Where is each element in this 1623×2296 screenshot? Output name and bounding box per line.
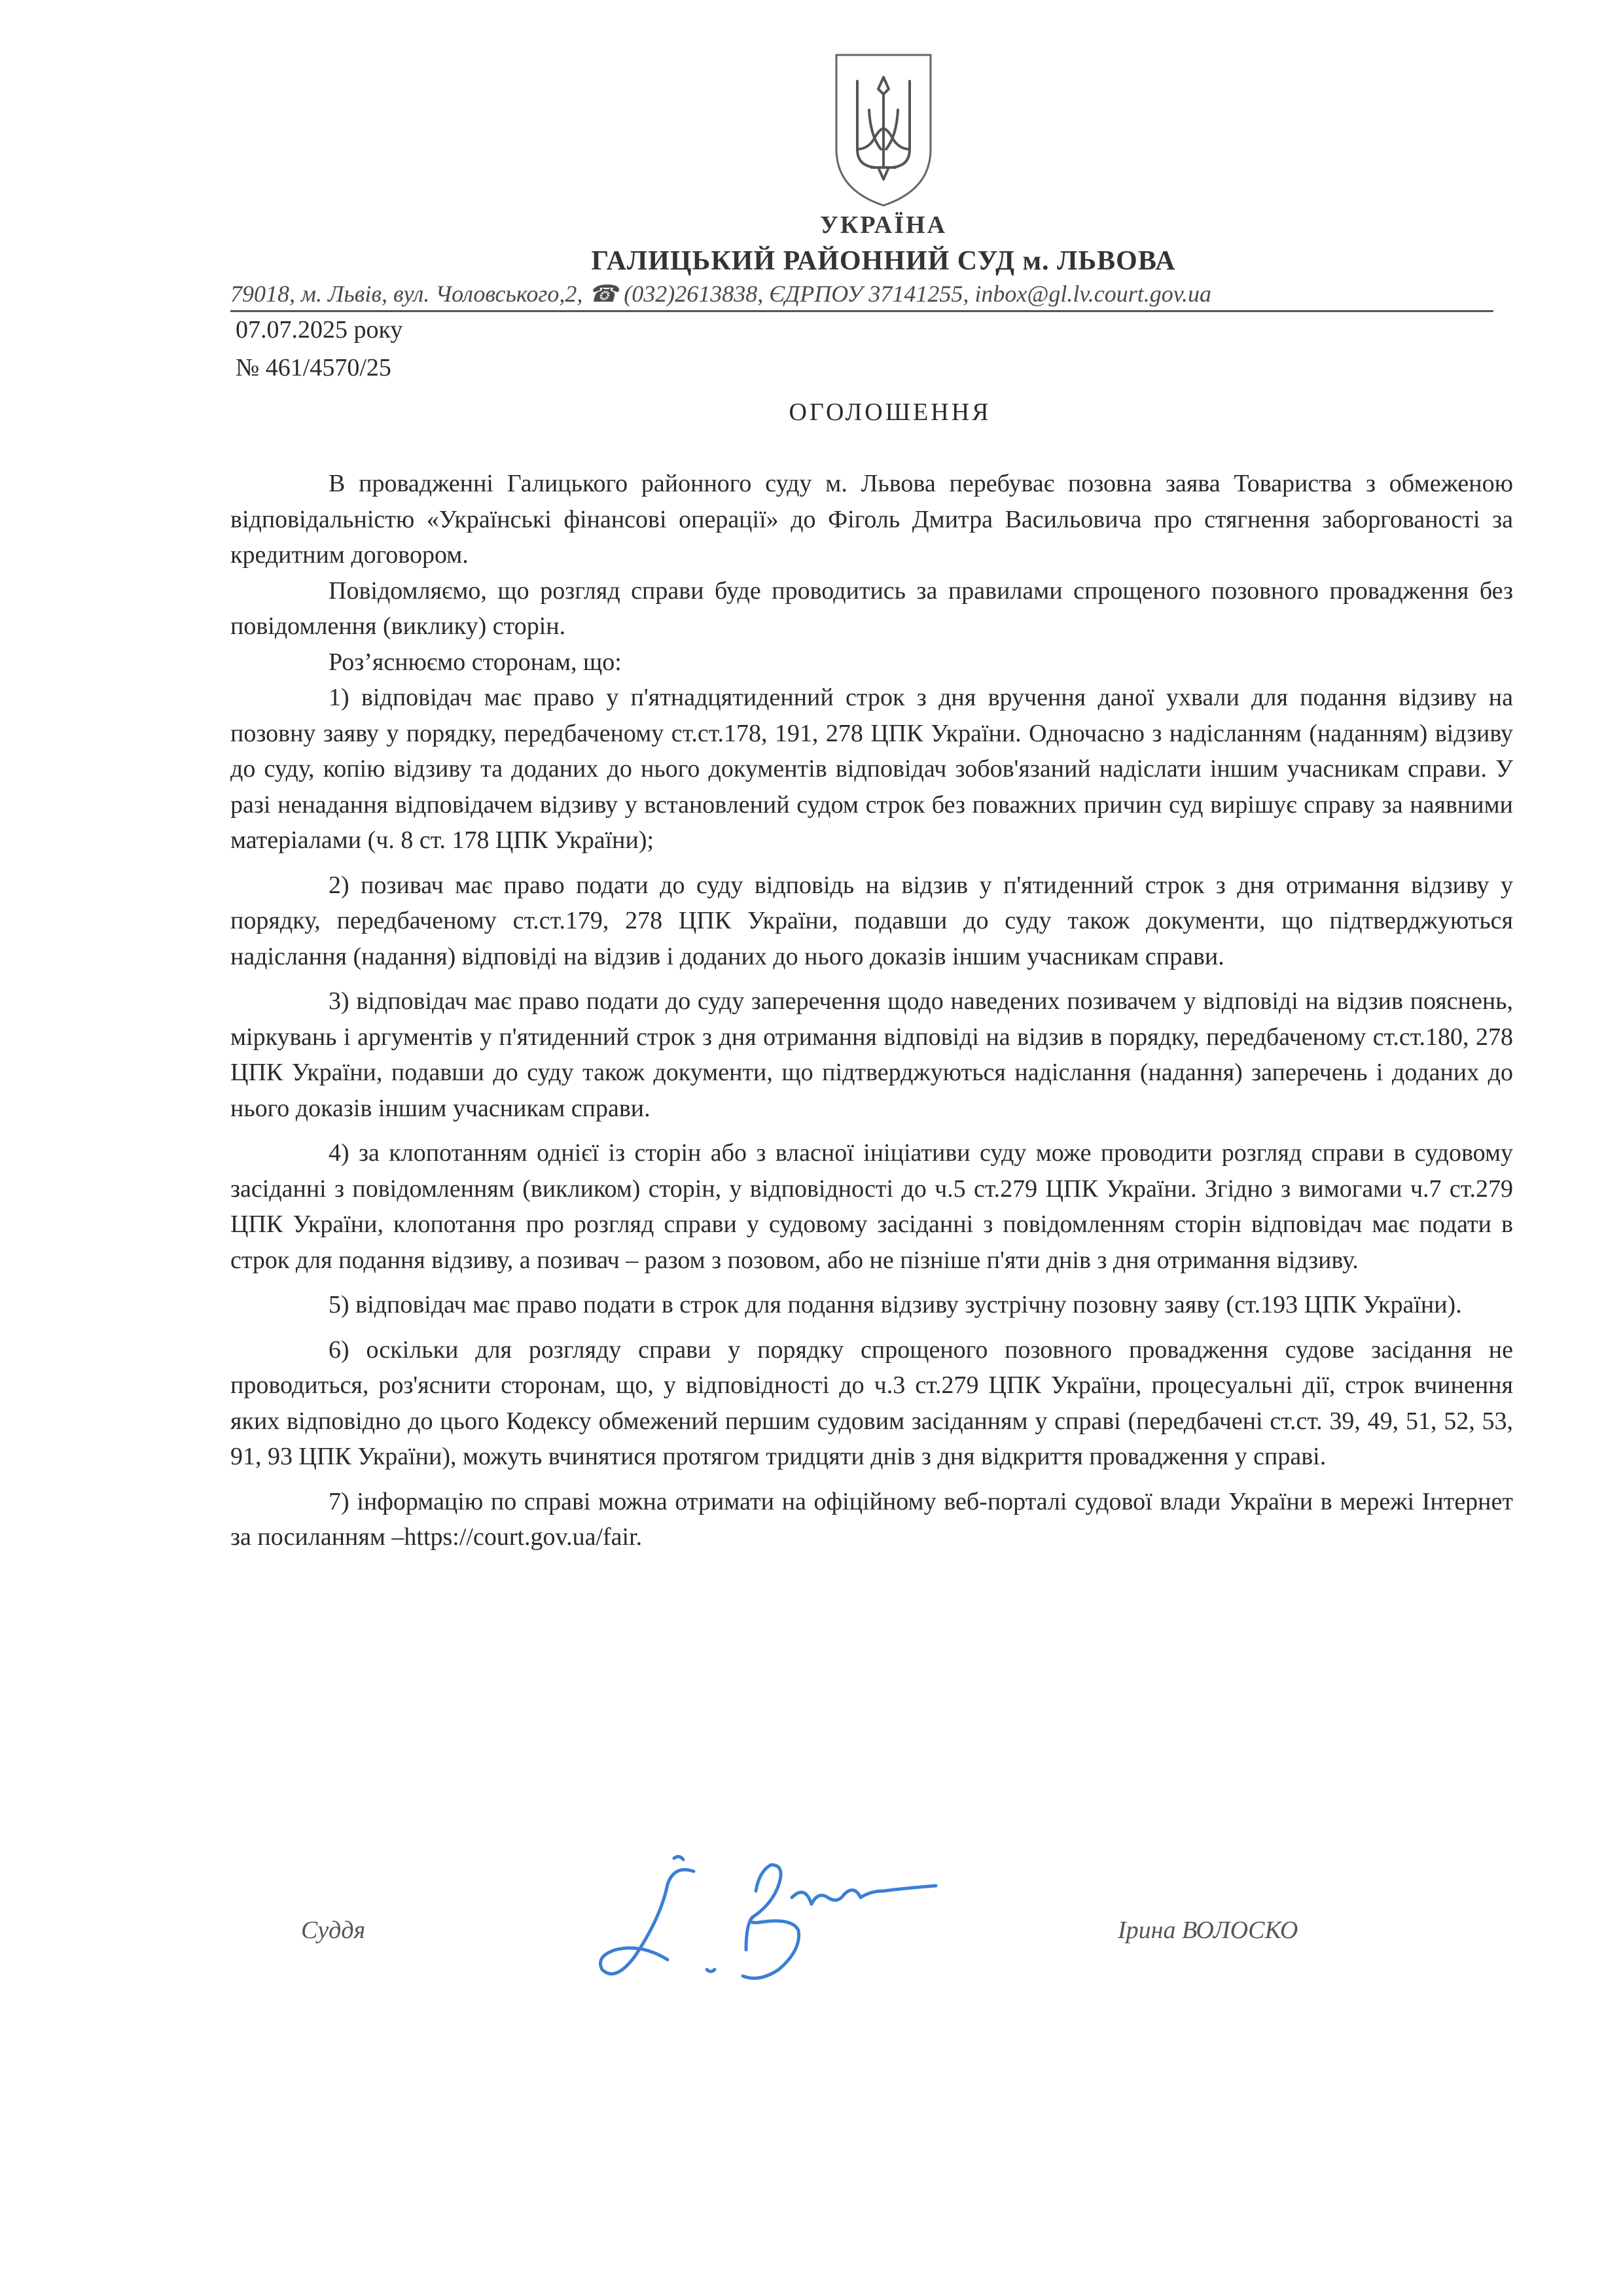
handwritten-signature [596, 1845, 949, 1996]
paragraph-explanation-lead: Роз’яснюємо сторонам, що: [329, 648, 622, 676]
paragraph-procedure: Повідомляємо, що розгляд справи буде проводитись за правилами спрощеного позовного провадження без повідомлення (виклику) сторін. [230, 576, 1513, 640]
coat-of-arms-icon [831, 51, 936, 208]
document-date: 07.07.2025 року [236, 316, 403, 344]
header-country: УКРАЇНА [819, 211, 948, 239]
case-number: № 461/4570/25 [236, 354, 391, 381]
header-address: 79018, м. Львів, вул. Чоловського,2, ☎ (032)2613838, ЄДРПОУ 37141255, inbox@gl.lv.court.gov.ua [230, 280, 1493, 312]
list-item: 2) позивач має право подати до суду відповідь на відзив у п'ятиденний строк з дня отримання відзиву у порядку, передбаченому ст.ст.179, 278 ЦПК України, подавши до суду також документи, що підтверджуються надіслання (надання) відповіді на відзив і доданих до нього доказів іншим учасникам справи. [230, 871, 1513, 970]
judge-name: Ірина ВОЛОСКО [1118, 1916, 1298, 1944]
list-item: 7) інформацію по справі можна отримати на офіційному веб-порталі судової влади України в мережі Інтернет за посиланням –https://court.gov.ua/fair. [230, 1487, 1513, 1551]
signature-role: Суддя [301, 1916, 366, 1944]
document-title: ОГОЛОШЕННЯ [789, 398, 991, 426]
header-court-name: ГАЛИЦЬКИЙ РАЙОННИЙ СУД м. ЛЬВОВА [591, 246, 1176, 276]
document-body [230, 466, 1513, 1555]
list-item: 1) відповідач має право у п'ятнадцятиденний строк з дня вручення даної ухвали для подання відзиву на позовну заяву у порядку, передбаченому ст.ст.178, 191, 278 ЦПК України. Одночасно з надісланням (наданням) відзиву до суду, копію відзиву та доданих до нього документів відповідач зобов'язаний надіслати іншим учасникам справи. У разі ненадання відповідачем відзиву у встановлений судом строк без поважних причин суд вирішує справу за наявними матеріалами (ч. 8 ст. 178 ЦПК України); [230, 684, 1513, 854]
list-item: 3) відповідач має право подати до суду заперечення щодо наведених позивачем у відповіді на відзив пояснень, міркувань і аргументів у п'ятиденний строк з дня отримання відповіді на відзив в порядку, передбаченому ст.ст.180, 278 ЦПК України, подавши до суду також документи, що підтверджуються надіслання (надання) заперечень і доданих до нього доказів іншим учасникам справи. [230, 987, 1513, 1122]
list-item: 6) оскільки для розгляду справи у порядку спрощеного позовного провадження судове засідання не проводиться, роз'яснити сторонам, що, у відповідності до ч.3 ст.279 ЦПК України, процесуальні дії, строк вчинення яких відповідно до цього Кодексу обмежений першим судовим засіданням у справі (передбачені ст.ст. 39, 49, 51, 52, 53, 91, 93 ЦПК України), можуть вчинятися протягом тридцяти днів з дня відкриття провадження у справі. [230, 1335, 1513, 1470]
list-item: 5) відповідач має право подати в строк для подання відзиву зустрічну позовну заяву (ст.193 ЦПК України). [329, 1291, 1462, 1318]
paragraph-intro: В провадженні Галицького районного суду м. Львова перебуває позовна заява Товариства з обмеженою відповідальністю «Українські фінансові операції» до Фіголь Дмитра Васильовича про стягнення заборгованості за кредитним договором. [230, 470, 1513, 569]
list-item: 4) за клопотанням однієї із сторін або з власної ініціативи суду може проводити розгляд справи в судовому засіданні з повідомленням (викликом) сторін, у відповідності до ч.5 ст.279 ЦПК України. Згідно з вимогами ч.7 ст.279 ЦПК України, клопотання про розгляд справи у судовому засіданні з повідомленням сторін відповідач має подати в строк для подання відзиву, а позивач – разом з позовом, або не пізніше п'яти днів з дня отримання відзиву. [230, 1139, 1513, 1274]
